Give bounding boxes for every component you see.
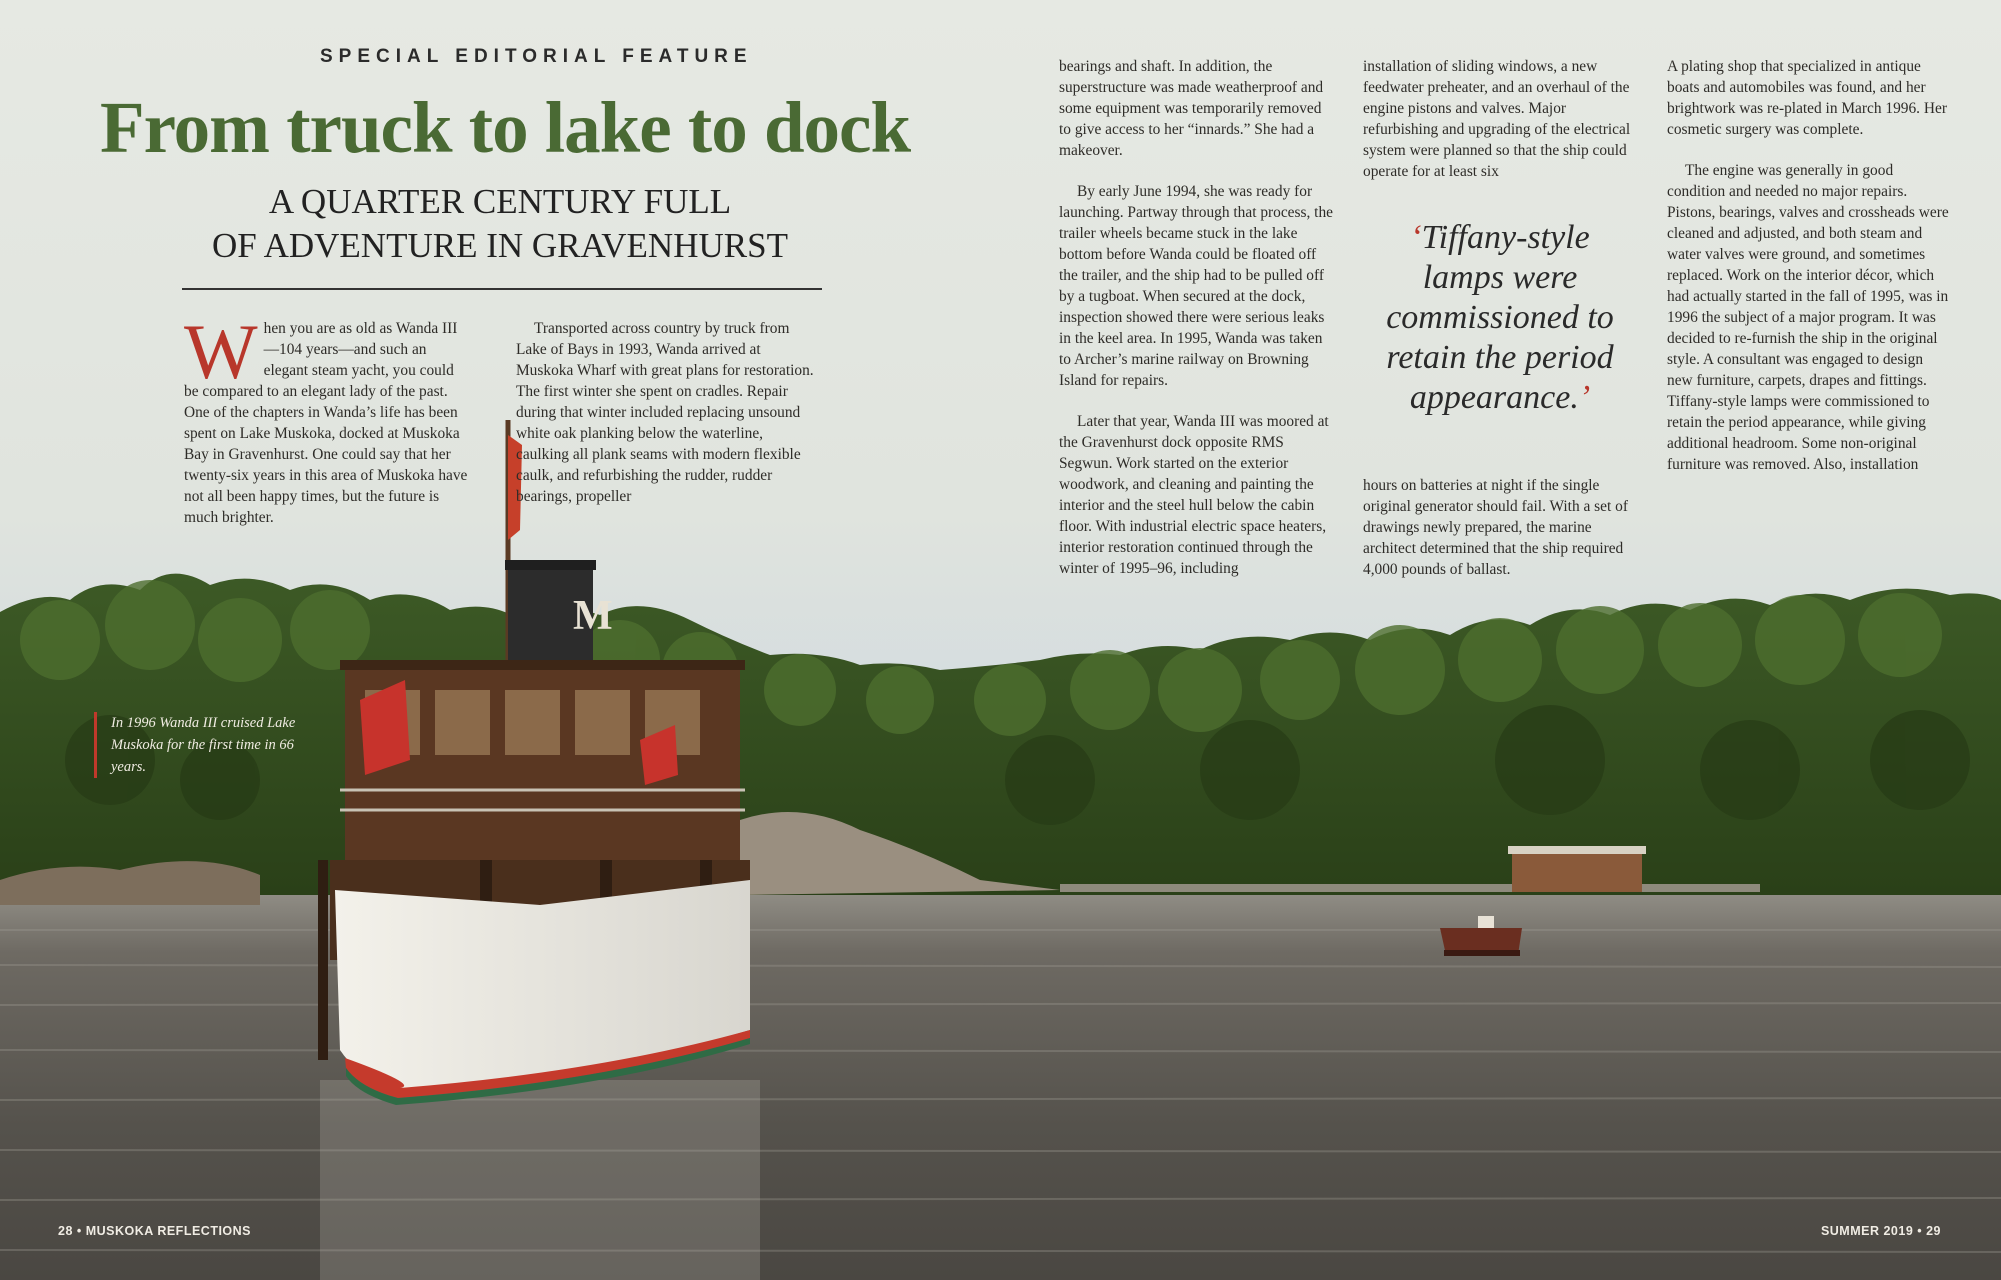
pull-quote-close-mark: ’ [1578,379,1591,416]
section-kicker: SPECIAL EDITORIAL FEATURE [320,46,753,67]
headline-rule [182,288,822,290]
paragraph: Transported across country by truck from Lake of Bays in 1993, Wanda arrived at Muskoka Wharf with great plans for restoration. The first winter she spent on cradles. Repair during that winter included replacing unsound white oak planking below the waterline, caulking all plank seams with modern flexible caulk, and refurbishing the rudder, rudder bearings, propeller [516,320,814,505]
funnel-letter: M [573,593,613,639]
paragraph: installation of sliding windows, a new feedwater preheater, and an overhaul of the engine pistons and valves. Major refurbishing and upgrading of the electrical system were planned so that the ship could operate for at least six [1363,58,1631,180]
article-deck [150,180,850,268]
text-column-2 [516,318,816,527]
paragraph: Later that year, Wanda III was moored at the Gravenhurst dock opposite RMS Segwun. Work started on the exterior woodwork, and cleaning and painting the interior and the steel hull below the cabin floor. With industrial electric space heaters, interior restoration continued through the winter of 1995–96, including [1059,413,1329,577]
paragraph: The engine was generally in good condition and needed no major repairs. Pistons, bearings, valves and crossheads were cleaned and adjusted, and both steam and water valves were ground, and sometimes replaced. Work on the interior décor, which had actually started in the fall of 1995, was in 1996 the subject of a major program. It was decided to re-furnish the ship in the original style. A consultant was engaged to design new furniture, carpets, drapes and fittings. Tiffany-style lamps were commissioned to retain the period appearance, while giving additional headroom. Some non-original furniture was removed. Also, installation [1667,162,1949,473]
pull-quote-text: Tiffany-style lamps were commissioned to retain the period appearance. [1386,219,1614,416]
text-column-1 [184,308,470,548]
folio-left: 28 • MUSKOKA REFLECTIONS [58,1224,252,1238]
folio-right: SUMMER 2019 • 29 [1820,1224,1941,1238]
text-column-4 [1363,56,1639,202]
text-column-4b [1363,475,1639,600]
paragraph: A plating shop that specialized in antique boats and automobiles was found, and her brightwork was re-plated in March 1996. Her cosmetic surgery was complete. [1667,58,1947,138]
text-column-5 [1667,56,1949,495]
article-headline: From truck to lake to dock [100,87,911,168]
paragraph: hours on batteries at night if the single original generator should fail. With a set of drawings newly prepared, the marine architect determined that the ship required 4,000 pounds of ballast. [1363,477,1628,578]
deck-line-2: OF ADVENTURE IN GRAVENHURST [212,226,788,265]
pull-quote-open-mark: ‘ [1410,219,1422,256]
pull-quote [1370,218,1630,418]
deck-line-1: A QUARTER CENTURY FULL [268,182,732,221]
paragraph: hen you are as old as Wanda III—104 years—and such an elegant steam yacht, you could be compared to an elegant lady of the past. One of the chapters in Wanda’s life has been spent on Lake Muskoka, docked at Muskoka Bay in Gravenhurst. One could say that her twenty-six years in this area of Muskoka have not all been happy times, but the future is much brighter. [184,320,468,526]
text-column-3 [1059,56,1335,599]
photo-caption: In 1996 Wanda III cruised Lake Muskoka for the first time in 66 years. [94,712,321,778]
paragraph: bearings and shaft. In addition, the superstructure was made weatherproof and some equipment was temporarily removed to give access to her “innards.” She had a makeover. [1059,58,1324,159]
drop-cap: W [184,308,258,395]
paragraph: By early June 1994, she was ready for launching. Partway through that process, the trailer wheels became stuck in the lake bottom before Wanda could be floated off the trailer, and the ship had to be pulled off by a tugboat. When secured at the dock, inspection showed there were serious leaks in the keel area. In 1995, Wanda was taken to Archer’s marine railway on Browning Island for repairs. [1059,183,1333,389]
